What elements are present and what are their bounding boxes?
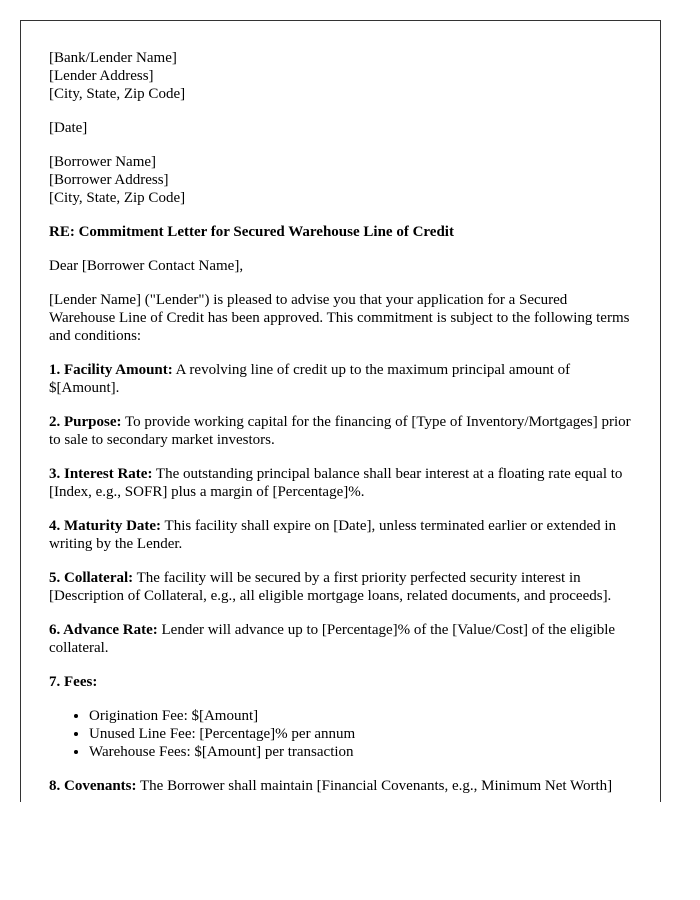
term-fees: 7. Fees:: [49, 674, 98, 690]
borrower-address-block: [49, 153, 632, 207]
fee-item: • Unused Line Fee: [Percentage]% per annum: [89, 725, 632, 743]
term-advance-rate: 6. Advance Rate: Lender will advance up to [Percentage]% of the [Value/Cost] of the eligible collateral.: [49, 622, 616, 656]
lender-name: [Bank/Lender Name]: [49, 50, 177, 66]
lender-address-block: [49, 49, 632, 103]
lender-address: [Lender Address]: [49, 68, 154, 84]
term-covenants: 8. Covenants: The Borrower shall maintain [Financial Covenants, e.g., Minimum Net Worth]: [49, 778, 613, 794]
fee-item: • Origination Fee: $[Amount]: [89, 707, 632, 725]
letter-page: [20, 20, 661, 802]
fees-list: [49, 707, 632, 761]
fee-item: • Warehouse Fees: $[Amount] per transaction: [89, 743, 632, 761]
term-collateral: 5. Collateral: The facility will be secured by a first priority perfected security interest in [Description of Collateral, e.g., all eligible mortgage loans, related documents, and proceeds].: [49, 570, 612, 604]
salutation: Dear [Borrower Contact Name],: [49, 258, 244, 274]
lender-city: [City, State, Zip Code]: [49, 86, 186, 102]
intro-paragraph: [Lender Name] ("Lender") is pleased to advise you that your application for a Secured Warehouse Line of Credit has been approved. This commitment is subject to the following terms and conditions:: [49, 292, 630, 344]
term-interest-rate: 3. Interest Rate: The outstanding principal balance shall bear interest at a floating rate equal to [Index, e.g., SOFR] plus a margin of [Percentage]%.: [49, 466, 623, 500]
term-facility-amount: 1. Facility Amount: A revolving line of credit up to the maximum principal amount of $[Amount].: [49, 362, 571, 396]
borrower-name: [Borrower Name]: [49, 154, 157, 170]
letter-date: [Date]: [49, 120, 88, 136]
term-purpose: 2. Purpose: To provide working capital for the financing of [Type of Inventory/Mortgages] prior to sale to secondary market investors.: [49, 414, 631, 448]
re-line: RE: Commitment Letter for Secured Warehouse Line of Credit: [49, 224, 454, 240]
borrower-address: [Borrower Address]: [49, 172, 169, 188]
term-maturity-date: 4. Maturity Date: This facility shall expire on [Date], unless terminated earlier or extended in writing by the Lender.: [49, 518, 617, 552]
borrower-city: [City, State, Zip Code]: [49, 190, 186, 206]
